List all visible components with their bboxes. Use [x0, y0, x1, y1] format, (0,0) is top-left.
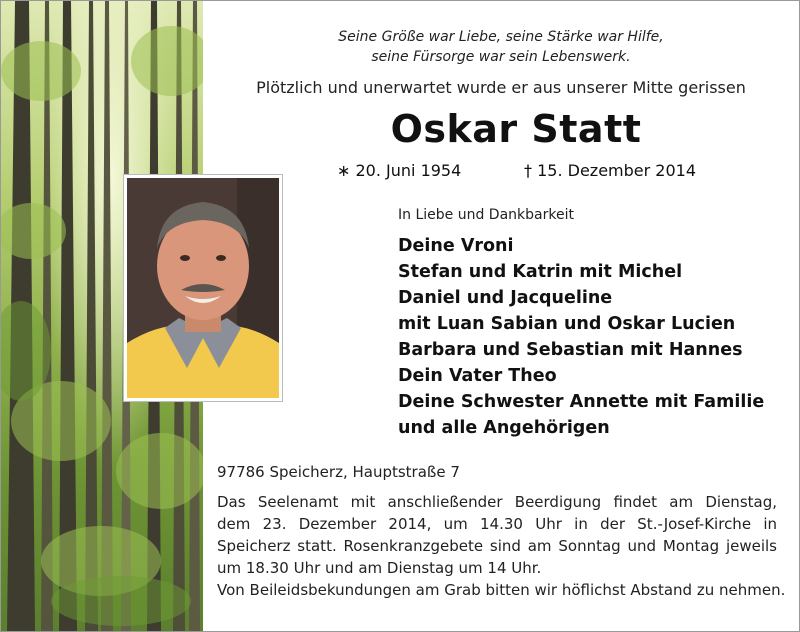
notice-line-4: um 18.30 Uhr und am Dienstag um 14 Uhr. — [217, 559, 542, 577]
motto-line-1: Seine Größe war Liebe, seine Stärke war Hilfe, — [338, 29, 664, 45]
portrait-photo — [123, 174, 283, 402]
mourners-list — [398, 233, 764, 441]
death-date — [524, 161, 696, 180]
birth-star-icon: ∗ — [337, 161, 351, 180]
motto-line-2: seine Fürsorge war sein Lebenswerk. — [371, 49, 631, 65]
mourner-item: Daniel und Jacqueline — [398, 288, 613, 308]
intro-text: Plötzlich und unerwartet wurde er aus unserer Mitte gerissen — [256, 78, 746, 97]
notice-line-1: Das Seelenamt mit anschließender Beerdigung findet am Dienstag, — [217, 493, 777, 511]
address: 97786 Speicherz, Hauptstraße 7 — [217, 463, 460, 481]
notice-line-5: Von Beileidsbekundungen am Grab bitten wir höflichst Abstand zu nehmen. — [217, 581, 786, 599]
mourner-item: Dein Vater Theo — [398, 366, 557, 386]
mourner-item: Deine Schwester Annette mit Familie — [398, 392, 765, 412]
motto — [201, 27, 800, 67]
deceased-name: Oskar Statt — [390, 107, 642, 151]
mourner-item: Barbara und Sebastian mit Hannes — [398, 340, 743, 360]
death-cross-icon: † — [524, 161, 532, 180]
notice-line-3: Speicherz statt. Rosenkranzgebete sind am Sonntag und Montag jeweils — [217, 537, 777, 555]
funeral-notice — [217, 491, 786, 601]
mourner-item: und alle Angehörigen — [398, 418, 610, 438]
mourner-item: Deine Vroni — [398, 236, 514, 256]
mourner-item: Stefan und Katrin mit Michel — [398, 262, 683, 282]
dedication-text: In Liebe und Dankbarkeit — [398, 207, 574, 223]
death-date-text: 15. Dezember 2014 — [537, 161, 696, 180]
birth-date — [337, 161, 461, 180]
mourner-item: mit Luan Sabian und Oskar Lucien — [398, 314, 736, 334]
birth-date-text: 20. Juni 1954 — [355, 161, 462, 180]
notice-line-2: dem 23. Dezember 2014, um 14.30 Uhr in der St.-Josef-Kirche in — [217, 515, 777, 533]
